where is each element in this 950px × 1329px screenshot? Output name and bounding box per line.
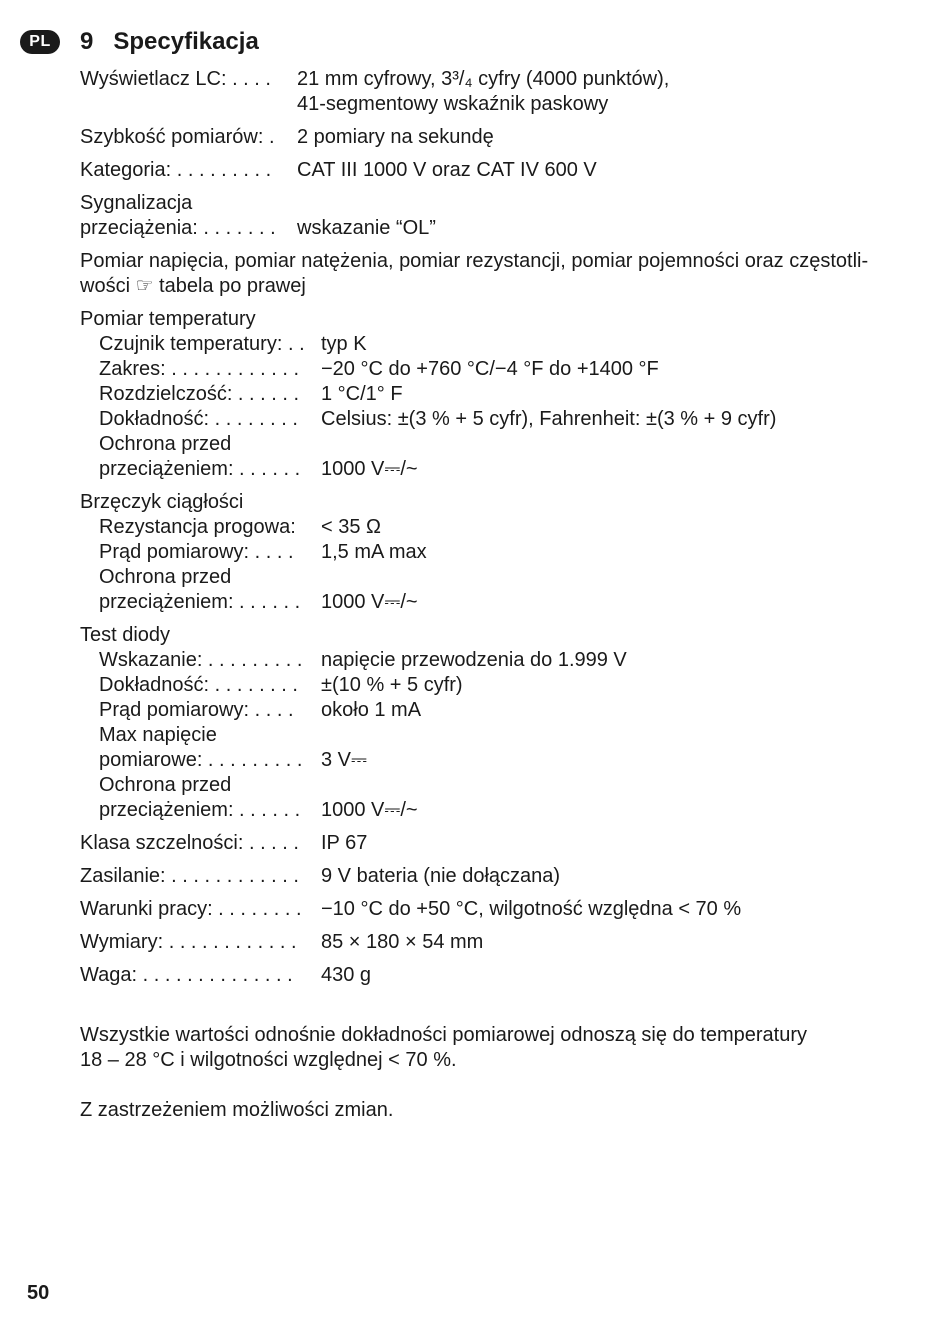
spec-value: CAT III 1000 V oraz CAT IV 600 V [297, 159, 597, 181]
note-line: Wszystkie wartości odnośnie dokładności pomiarowej odnoszą się do temperatury [80, 1024, 808, 1046]
spec-label: Ochrona przed [99, 566, 232, 588]
spec-subrow [80, 673, 920, 698]
spec-label: Prąd pomiarowy: . . . . [99, 699, 294, 721]
spec-row-rate [80, 125, 920, 150]
spec-label: przeciążeniem: . . . . . . [99, 799, 301, 821]
spec-value: 1000 V⎓/~ [321, 591, 418, 613]
spec-label: pomiarowe: . . . . . . . . . [99, 749, 303, 771]
spec-value: −10 °C do +50 °C, wilgotność względna < 70 % [321, 898, 742, 920]
spec-value: Celsius: ±(3 % + 5 cyfr), Fahrenheit: ±(3 % + 9 cyfr) [321, 408, 777, 430]
spec-value: 21 mm cyfrowy, 3³/₄ cyfry (4000 punktów), [297, 68, 670, 90]
spec-label: Rozdzielczość: . . . . . . [99, 383, 300, 405]
spec-subrow [80, 748, 920, 773]
note-line: Pomiar napięcia, pomiar natężenia, pomiar rezystancji, pomiar pojemności oraz częstotli- [80, 250, 869, 272]
spec-value: −20 °C do +760 °C/−4 °F do +1400 °F [321, 358, 659, 380]
disclaimer-note: Z zastrzeżeniem możliwości zmian. [80, 1099, 394, 1121]
spec-label: Zakres: . . . . . . . . . . . . [99, 358, 300, 380]
spec-label: Dokładność: . . . . . . . . [99, 674, 298, 696]
spec-label: Ochrona przed [99, 774, 232, 796]
spec-label: Wymiary: . . . . . . . . . . . . [80, 931, 297, 953]
spec-label: przeciążeniem: . . . . . . [99, 458, 301, 480]
spec-label: Ochrona przed [99, 433, 232, 455]
section-header [20, 26, 259, 58]
group-title: Pomiar temperatury [80, 308, 256, 330]
spec-subrow [80, 698, 920, 723]
spec-label: Max napięcie [99, 724, 217, 746]
diode-group [80, 623, 920, 823]
spec-row-overload [80, 191, 920, 241]
spec-subrow [80, 590, 920, 615]
spec-value: wskazanie “OL” [297, 217, 436, 239]
spec-row-power [80, 864, 920, 889]
spec-value: 1000 V⎓/~ [321, 799, 418, 821]
spec-value: około 1 mA [321, 699, 422, 721]
spec-value: typ K [321, 333, 367, 355]
spec-label: przeciążeniem: . . . . . . [99, 591, 301, 613]
spec-subrow [80, 432, 920, 457]
spec-subrow [80, 332, 920, 357]
spec-label: Wyświetlacz LC: . . . . [80, 68, 271, 90]
spec-subrow [80, 565, 920, 590]
spec-subrow [80, 540, 920, 565]
specification-list [80, 67, 920, 996]
spec-subrow [80, 407, 920, 432]
spec-label: Zasilanie: . . . . . . . . . . . . [80, 865, 299, 887]
note-line: 18 – 28 °C i wilgotności względnej < 70 %. [80, 1049, 457, 1071]
spec-row-conditions [80, 897, 920, 922]
temperature-group [80, 307, 920, 482]
spec-value: IP 67 [321, 832, 368, 854]
measurement-note [80, 249, 920, 299]
group-title: Test diody [80, 624, 171, 646]
section-title: Specyfikacja [113, 28, 259, 55]
spec-label: Rezystancja progowa: [99, 516, 296, 538]
spec-subrow [80, 457, 920, 482]
spec-label: Czujnik temperatury: . . [99, 333, 305, 355]
language-badge: PL [20, 30, 60, 54]
spec-value: ±(10 % + 5 cyfr) [321, 674, 463, 696]
spec-label: Szybkość pomiarów: . [80, 126, 275, 148]
spec-label: Prąd pomiarowy: . . . . [99, 541, 294, 563]
spec-subrow [80, 773, 920, 798]
spec-value: 3 V⎓ [321, 749, 367, 771]
spec-label: Waga: . . . . . . . . . . . . . . [80, 964, 293, 986]
spec-row-weight [80, 963, 920, 988]
group-title: Brzęczyk ciągłości [80, 491, 244, 513]
spec-subrow [80, 723, 920, 748]
spec-label: Kategoria: . . . . . . . . . [80, 159, 272, 181]
spec-label: Sygnalizacja [80, 192, 193, 214]
spec-value: napięcie przewodzenia do 1.999 V [321, 649, 627, 671]
spec-value: 1000 V⎓/~ [321, 458, 418, 480]
buzzer-group [80, 490, 920, 615]
spec-subrow [80, 515, 920, 540]
spec-value: 41-segmentowy wskaźnik paskowy [297, 93, 609, 115]
spec-subrow [80, 382, 920, 407]
spec-subrow [80, 357, 920, 382]
spec-value: 9 V bateria (nie dołączana) [321, 865, 561, 887]
spec-label: Dokładność: . . . . . . . . [99, 408, 298, 430]
note-line: wości ☞ tabela po prawej [80, 275, 306, 297]
spec-label: Wskazanie: . . . . . . . . . [99, 649, 303, 671]
spec-value: 1 °C/1° F [321, 383, 403, 405]
spec-value: 430 g [321, 964, 372, 986]
spec-row-category [80, 158, 920, 183]
spec-row-ip [80, 831, 920, 856]
spec-value: 85 × 180 × 54 mm [321, 931, 484, 953]
spec-label: Warunki pracy: . . . . . . . . [80, 898, 302, 920]
notes-section [80, 1023, 900, 1148]
section-number: 9 [80, 28, 94, 55]
page-number: 50 [27, 1282, 50, 1304]
spec-value: 1,5 mA max [321, 541, 427, 563]
spec-row-dimensions [80, 930, 920, 955]
spec-row-display [80, 67, 920, 117]
accuracy-note [80, 1023, 900, 1073]
spec-subrow [80, 798, 920, 823]
spec-value: 2 pomiary na sekundę [297, 126, 494, 148]
spec-label: Klasa szczelności: . . . . . [80, 832, 299, 854]
spec-value: < 35 Ω [321, 516, 381, 538]
spec-label: przeciążenia: . . . . . . . [80, 217, 276, 239]
spec-subrow [80, 648, 920, 673]
